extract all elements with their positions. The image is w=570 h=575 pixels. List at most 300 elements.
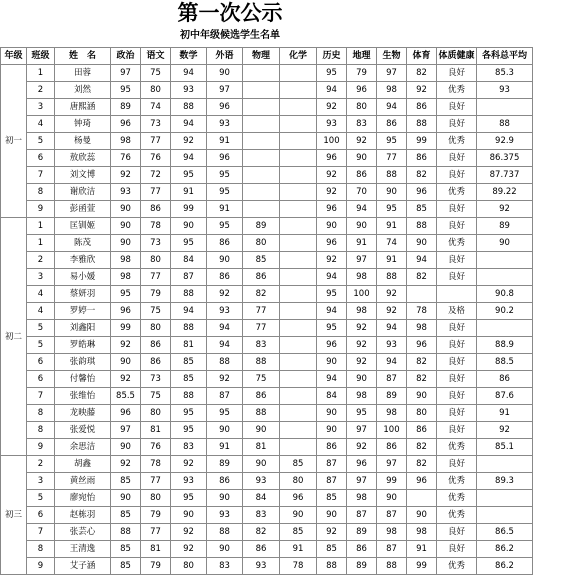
name-cell: 付馨怡 — [55, 371, 111, 388]
fitness-cell: 良好 — [437, 252, 477, 269]
chinese-cell: 80 — [141, 490, 171, 507]
math-cell: 87 — [171, 269, 207, 286]
history-cell: 90 — [317, 507, 347, 524]
biology-cell: 97 — [377, 456, 407, 473]
english-cell: 94 — [207, 337, 243, 354]
politics-cell: 93 — [111, 184, 141, 201]
history-cell: 84 — [317, 388, 347, 405]
biology-cell: 97 — [377, 65, 407, 82]
history-cell: 95 — [317, 320, 347, 337]
chinese-cell: 75 — [141, 303, 171, 320]
history-cell: 88 — [317, 558, 347, 575]
geography-cell: 90 — [347, 150, 377, 167]
class-cell: 2 — [27, 456, 55, 473]
fitness-cell: 良好 — [437, 218, 477, 235]
biology-cell: 89 — [377, 388, 407, 405]
table-row — [1, 65, 533, 82]
pe-cell: 82 — [407, 371, 437, 388]
physics-cell — [243, 65, 280, 82]
physics-cell: 93 — [243, 558, 280, 575]
name-cell: 钟琦 — [55, 116, 111, 133]
history-cell: 94 — [317, 269, 347, 286]
chemistry-cell: 90 — [280, 507, 317, 524]
table-row — [1, 439, 533, 456]
column-header: 生物 — [377, 48, 407, 65]
chinese-cell: 76 — [141, 150, 171, 167]
english-cell: 97 — [207, 82, 243, 99]
history-cell: 86 — [317, 439, 347, 456]
pe-cell: 98 — [407, 524, 437, 541]
fitness-cell: 良好 — [437, 99, 477, 116]
chinese-cell: 78 — [141, 456, 171, 473]
chemistry-cell — [280, 269, 317, 286]
geography-cell: 79 — [347, 65, 377, 82]
physics-cell: 77 — [243, 320, 280, 337]
english-cell: 93 — [207, 303, 243, 320]
pe-cell: 94 — [407, 252, 437, 269]
chinese-cell: 73 — [141, 235, 171, 252]
average-cell — [477, 456, 533, 473]
english-cell: 89 — [207, 456, 243, 473]
chemistry-cell — [280, 303, 317, 320]
class-cell: 8 — [27, 405, 55, 422]
pe-cell: 82 — [407, 269, 437, 286]
biology-cell: 92 — [377, 286, 407, 303]
biology-cell: 95 — [377, 133, 407, 150]
pe-cell: 86 — [407, 99, 437, 116]
biology-cell: 95 — [377, 201, 407, 218]
table-row — [1, 405, 533, 422]
average-cell: 86.375 — [477, 150, 533, 167]
physics-cell: 82 — [243, 524, 280, 541]
physics-cell: 86 — [243, 541, 280, 558]
pe-cell: 86 — [407, 150, 437, 167]
fitness-cell: 良好 — [437, 269, 477, 286]
math-cell: 88 — [171, 99, 207, 116]
chinese-cell: 77 — [141, 184, 171, 201]
pe-cell: 90 — [407, 507, 437, 524]
table-row — [1, 116, 533, 133]
pe-cell: 82 — [407, 65, 437, 82]
table-row — [1, 133, 533, 150]
history-cell: 90 — [317, 405, 347, 422]
column-header: 姓 名 — [55, 48, 111, 65]
class-cell: 8 — [27, 422, 55, 439]
class-cell: 9 — [27, 201, 55, 218]
politics-cell: 98 — [111, 269, 141, 286]
average-cell: 86 — [477, 371, 533, 388]
biology-cell: 88 — [377, 269, 407, 286]
politics-cell: 95 — [111, 286, 141, 303]
chinese-cell: 86 — [141, 354, 171, 371]
history-cell: 90 — [317, 218, 347, 235]
average-cell — [477, 490, 533, 507]
geography-cell: 92 — [347, 133, 377, 150]
math-cell: 80 — [171, 558, 207, 575]
fitness-cell — [437, 286, 477, 303]
biology-cell: 77 — [377, 150, 407, 167]
name-cell: 张爱悦 — [55, 422, 111, 439]
page-subtitle: 初中年级候选学生名单 — [180, 30, 280, 41]
history-cell: 100 — [317, 133, 347, 150]
politics-cell: 92 — [111, 167, 141, 184]
physics-cell: 84 — [243, 490, 280, 507]
english-cell: 86 — [207, 235, 243, 252]
table-row — [1, 218, 533, 235]
chinese-cell: 72 — [141, 167, 171, 184]
average-cell: 88.5 — [477, 354, 533, 371]
fitness-cell: 优秀 — [437, 82, 477, 99]
chemistry-cell — [280, 218, 317, 235]
fitness-cell: 良好 — [437, 541, 477, 558]
biology-cell: 91 — [377, 252, 407, 269]
table-row — [1, 371, 533, 388]
pe-cell: 78 — [407, 303, 437, 320]
math-cell: 95 — [171, 405, 207, 422]
chinese-cell: 75 — [141, 388, 171, 405]
math-cell: 94 — [171, 116, 207, 133]
english-cell: 95 — [207, 184, 243, 201]
average-cell: 89.3 — [477, 473, 533, 490]
name-cell: 李雅欣 — [55, 252, 111, 269]
english-cell: 95 — [207, 167, 243, 184]
math-cell: 90 — [171, 507, 207, 524]
chemistry-cell — [280, 388, 317, 405]
fitness-cell: 优秀 — [437, 439, 477, 456]
average-cell: 89.22 — [477, 184, 533, 201]
physics-cell — [243, 133, 280, 150]
name-cell: 刘然 — [55, 82, 111, 99]
politics-cell: 96 — [111, 405, 141, 422]
class-cell: 1 — [27, 65, 55, 82]
chinese-cell: 75 — [141, 65, 171, 82]
table-row — [1, 473, 533, 490]
name-cell: 陈茂 — [55, 235, 111, 252]
fitness-cell: 良好 — [437, 456, 477, 473]
class-cell: 5 — [27, 133, 55, 150]
politics-cell: 90 — [111, 354, 141, 371]
fitness-cell: 优秀 — [437, 235, 477, 252]
chinese-cell: 79 — [141, 558, 171, 575]
english-cell: 87 — [207, 388, 243, 405]
fitness-cell: 良好 — [437, 405, 477, 422]
history-cell: 94 — [317, 371, 347, 388]
biology-cell: 87 — [377, 541, 407, 558]
fitness-cell: 优秀 — [437, 490, 477, 507]
biology-cell: 93 — [377, 337, 407, 354]
table-row — [1, 422, 533, 439]
biology-cell: 98 — [377, 524, 407, 541]
column-header: 化学 — [280, 48, 317, 65]
biology-cell: 100 — [377, 422, 407, 439]
geography-cell: 97 — [347, 422, 377, 439]
geography-cell: 98 — [347, 388, 377, 405]
class-cell: 6 — [27, 507, 55, 524]
biology-cell: 94 — [377, 354, 407, 371]
math-cell: 92 — [171, 541, 207, 558]
english-cell: 91 — [207, 439, 243, 456]
english-cell: 90 — [207, 252, 243, 269]
table-row — [1, 286, 533, 303]
class-cell: 5 — [27, 337, 55, 354]
pe-cell: 90 — [407, 235, 437, 252]
name-cell: 龙映藤 — [55, 405, 111, 422]
name-cell: 罗婷一 — [55, 303, 111, 320]
geography-cell: 92 — [347, 354, 377, 371]
english-cell: 90 — [207, 541, 243, 558]
history-cell: 96 — [317, 337, 347, 354]
average-cell: 92.9 — [477, 133, 533, 150]
class-cell: 8 — [27, 541, 55, 558]
name-cell: 廖宛怡 — [55, 490, 111, 507]
name-cell: 王清逸 — [55, 541, 111, 558]
english-cell: 96 — [207, 150, 243, 167]
candidate-table — [0, 47, 533, 575]
math-cell: 92 — [171, 133, 207, 150]
biology-cell: 88 — [377, 558, 407, 575]
politics-cell: 85 — [111, 558, 141, 575]
geography-cell: 98 — [347, 303, 377, 320]
math-cell: 88 — [171, 388, 207, 405]
history-cell: 95 — [317, 65, 347, 82]
history-cell: 85 — [317, 541, 347, 558]
column-header: 体育 — [407, 48, 437, 65]
geography-cell: 89 — [347, 524, 377, 541]
english-cell: 96 — [207, 99, 243, 116]
fitness-cell: 良好 — [437, 65, 477, 82]
grade-cell: 初二 — [1, 218, 27, 456]
fitness-cell: 良好 — [437, 201, 477, 218]
chinese-cell: 78 — [141, 218, 171, 235]
biology-cell: 92 — [377, 303, 407, 320]
geography-cell: 91 — [347, 235, 377, 252]
chemistry-cell — [280, 116, 317, 133]
table-row — [1, 541, 533, 558]
math-cell: 94 — [171, 303, 207, 320]
pe-cell — [407, 286, 437, 303]
average-cell — [477, 320, 533, 337]
chinese-cell: 77 — [141, 269, 171, 286]
table-row — [1, 354, 533, 371]
geography-cell: 97 — [347, 473, 377, 490]
pe-cell: 96 — [407, 473, 437, 490]
history-cell: 87 — [317, 473, 347, 490]
pe-cell: 88 — [407, 218, 437, 235]
column-header: 物理 — [243, 48, 280, 65]
class-cell: 1 — [27, 235, 55, 252]
class-cell: 6 — [27, 150, 55, 167]
table-row — [1, 337, 533, 354]
chemistry-cell — [280, 337, 317, 354]
physics-cell: 93 — [243, 473, 280, 490]
history-cell: 95 — [317, 286, 347, 303]
class-cell: 7 — [27, 388, 55, 405]
chinese-cell: 79 — [141, 507, 171, 524]
table-row — [1, 99, 533, 116]
chemistry-cell: 85 — [280, 456, 317, 473]
pe-cell: 82 — [407, 456, 437, 473]
english-cell: 93 — [207, 116, 243, 133]
average-cell: 92 — [477, 422, 533, 439]
history-cell: 92 — [317, 99, 347, 116]
politics-cell: 95 — [111, 82, 141, 99]
pe-cell: 82 — [407, 167, 437, 184]
pe-cell: 88 — [407, 116, 437, 133]
column-header: 数学 — [171, 48, 207, 65]
politics-cell: 90 — [111, 439, 141, 456]
table-row — [1, 150, 533, 167]
physics-cell — [243, 82, 280, 99]
biology-cell: 86 — [377, 116, 407, 133]
geography-cell: 87 — [347, 507, 377, 524]
biology-cell: 87 — [377, 507, 407, 524]
class-cell: 7 — [27, 524, 55, 541]
fitness-cell: 良好 — [437, 337, 477, 354]
average-cell: 92 — [477, 201, 533, 218]
average-cell: 90.2 — [477, 303, 533, 320]
chinese-cell: 80 — [141, 320, 171, 337]
chinese-cell: 76 — [141, 439, 171, 456]
column-header: 班级 — [27, 48, 55, 65]
class-cell: 2 — [27, 252, 55, 269]
physics-cell: 86 — [243, 269, 280, 286]
class-cell: 7 — [27, 167, 55, 184]
chemistry-cell — [280, 167, 317, 184]
name-cell: 唐熙涵 — [55, 99, 111, 116]
fitness-cell: 优秀 — [437, 133, 477, 150]
math-cell: 92 — [171, 524, 207, 541]
biology-cell: 74 — [377, 235, 407, 252]
chinese-cell: 77 — [141, 473, 171, 490]
history-cell: 94 — [317, 303, 347, 320]
politics-cell: 92 — [111, 337, 141, 354]
english-cell: 90 — [207, 65, 243, 82]
english-cell: 95 — [207, 218, 243, 235]
biology-cell: 86 — [377, 439, 407, 456]
table-row — [1, 558, 533, 575]
geography-cell: 92 — [347, 439, 377, 456]
history-cell: 85 — [317, 490, 347, 507]
name-cell: 易小媛 — [55, 269, 111, 286]
physics-cell — [243, 99, 280, 116]
history-cell: 93 — [317, 116, 347, 133]
average-cell — [477, 252, 533, 269]
chinese-cell: 80 — [141, 252, 171, 269]
math-cell: 83 — [171, 439, 207, 456]
politics-cell: 85.5 — [111, 388, 141, 405]
history-cell: 92 — [317, 167, 347, 184]
english-cell: 88 — [207, 524, 243, 541]
table-row — [1, 201, 533, 218]
geography-cell: 86 — [347, 541, 377, 558]
class-cell: 1 — [27, 218, 55, 235]
chemistry-cell — [280, 252, 317, 269]
table-row — [1, 235, 533, 252]
chemistry-cell — [280, 422, 317, 439]
geography-cell: 98 — [347, 269, 377, 286]
fitness-cell: 良好 — [437, 422, 477, 439]
chinese-cell: 80 — [141, 405, 171, 422]
math-cell: 95 — [171, 490, 207, 507]
pe-cell: 92 — [407, 82, 437, 99]
chinese-cell: 86 — [141, 201, 171, 218]
class-cell: 6 — [27, 371, 55, 388]
english-cell: 83 — [207, 558, 243, 575]
chemistry-cell: 91 — [280, 541, 317, 558]
biology-cell: 94 — [377, 320, 407, 337]
chemistry-cell — [280, 99, 317, 116]
chemistry-cell — [280, 82, 317, 99]
name-cell: 张维怡 — [55, 388, 111, 405]
physics-cell — [243, 167, 280, 184]
politics-cell: 97 — [111, 65, 141, 82]
name-cell: 刘鑫阳 — [55, 320, 111, 337]
average-cell: 90 — [477, 235, 533, 252]
pe-cell: 82 — [407, 354, 437, 371]
geography-cell: 90 — [347, 218, 377, 235]
class-cell: 4 — [27, 286, 55, 303]
class-cell: 9 — [27, 558, 55, 575]
chinese-cell: 74 — [141, 99, 171, 116]
geography-cell: 86 — [347, 167, 377, 184]
politics-cell: 96 — [111, 303, 141, 320]
politics-cell: 90 — [111, 201, 141, 218]
class-cell: 6 — [27, 354, 55, 371]
english-cell: 86 — [207, 269, 243, 286]
chemistry-cell — [280, 439, 317, 456]
politics-cell: 96 — [111, 116, 141, 133]
class-cell: 2 — [27, 82, 55, 99]
physics-cell — [243, 184, 280, 201]
fitness-cell: 及格 — [437, 303, 477, 320]
fitness-cell: 良好 — [437, 524, 477, 541]
geography-cell: 83 — [347, 116, 377, 133]
pe-cell: 99 — [407, 133, 437, 150]
name-cell: 田蓉 — [55, 65, 111, 82]
name-cell: 匡钏姬 — [55, 218, 111, 235]
chemistry-cell: 96 — [280, 490, 317, 507]
table-row — [1, 524, 533, 541]
table-row — [1, 252, 533, 269]
english-cell: 92 — [207, 286, 243, 303]
biology-cell: 94 — [377, 99, 407, 116]
biology-cell: 98 — [377, 82, 407, 99]
biology-cell: 87 — [377, 371, 407, 388]
class-cell: 4 — [27, 303, 55, 320]
physics-cell — [243, 201, 280, 218]
geography-cell: 90 — [347, 371, 377, 388]
chinese-cell: 79 — [141, 286, 171, 303]
name-cell: 赵栋羽 — [55, 507, 111, 524]
math-cell: 93 — [171, 82, 207, 99]
biology-cell: 90 — [377, 490, 407, 507]
math-cell: 85 — [171, 354, 207, 371]
chemistry-cell — [280, 65, 317, 82]
chemistry-cell — [280, 320, 317, 337]
math-cell: 90 — [171, 218, 207, 235]
english-cell: 92 — [207, 371, 243, 388]
class-cell: 5 — [27, 490, 55, 507]
history-cell: 90 — [317, 422, 347, 439]
history-cell: 96 — [317, 150, 347, 167]
math-cell: 88 — [171, 286, 207, 303]
column-header: 语文 — [141, 48, 171, 65]
name-cell: 胡鑫 — [55, 456, 111, 473]
math-cell: 99 — [171, 201, 207, 218]
geography-cell: 92 — [347, 337, 377, 354]
chemistry-cell — [280, 286, 317, 303]
biology-cell: 88 — [377, 167, 407, 184]
